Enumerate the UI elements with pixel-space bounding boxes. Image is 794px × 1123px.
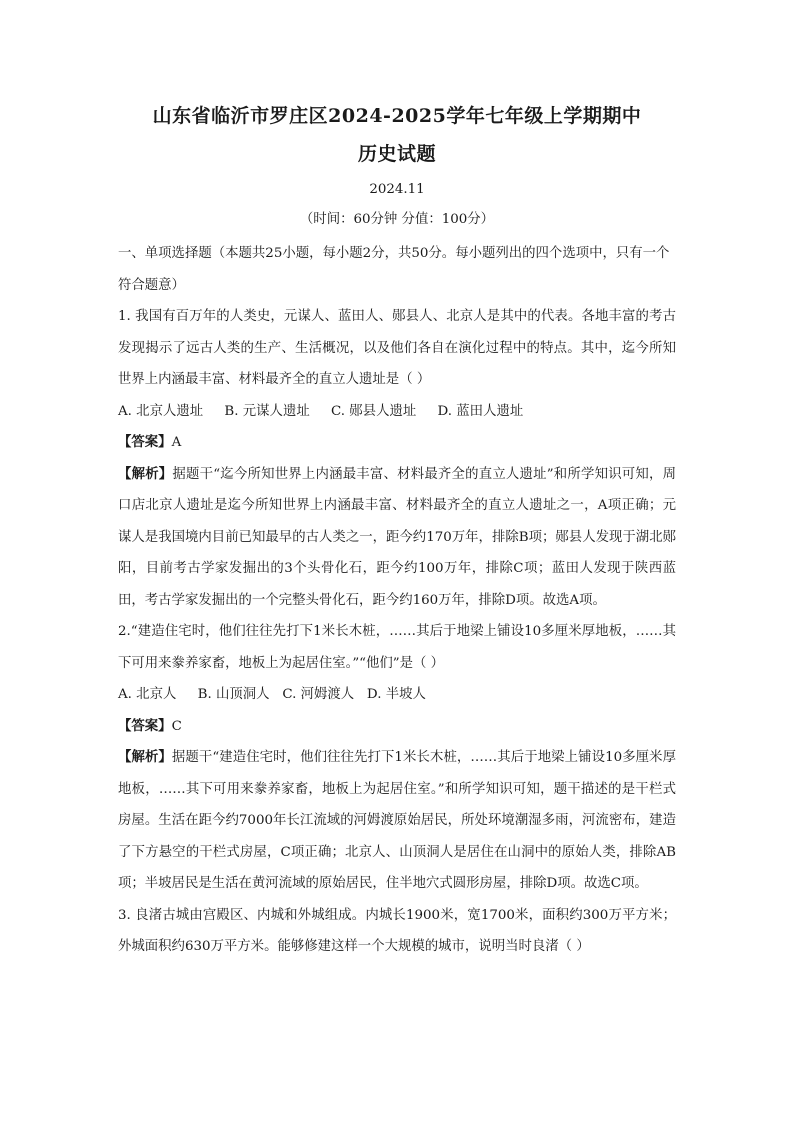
question-stem: 3. 良渚古城由宫殿区、内城和外城组成。内城长1900米，宽1700米，面积约300万平方米；外城面积约630万平方米。能够修建这样一个大规模的城市，说明当时良渚（ ）: [118, 907, 676, 954]
question-2: [118, 616, 676, 900]
question-options: A. 北京人遗址 B. 元谋人遗址 C. 郧县人遗址 D. 蓝田人遗址: [118, 403, 524, 419]
section-intro-text: 一、单项选择题（本题共25小题，每小题2分，共50分。每小题列出的四个选项中，只有一个符合题意）: [118, 246, 670, 293]
analysis-paragraph: [118, 742, 676, 900]
analysis-text: 据题干“建造住宅时，他们往往先打下1米长木桩，……其后于地梁上铺设10多厘米厚地板，……其下可用来豢养家畜，地板上为起居住室。”和所学知识可知，题干描述的是干栏式房屋。生活在距今约7000年长江流域的河姆渡原始居民，所处环境潮湿多雨，河流密布，建造了下方悬空的干栏式房屋，C项正确；北京人、山顶洞人是居住在山洞中的原始人类，排除AB项；半坡居民是生活在黄河流域的原始居民，住半地穴式圆形房屋，排除D项。故选C项。: [118, 750, 677, 891]
answer-value: C: [171, 718, 182, 734]
question-1: [118, 301, 676, 616]
section-intro: [118, 238, 676, 301]
exam-date: 2024.11: [369, 182, 425, 197]
question-stem: 2.“建造住宅时，他们往往先打下1米长木桩，……其后于地梁上铺设10多厘米厚地板，……其下可用来豢养家畜，地板上为起居住室。”“他们”是（ ）: [118, 624, 676, 671]
document-title: 山东省临沂市罗庄区2024-2025学年七年级上学期期中: [152, 105, 642, 127]
question-options: A. 北京人 B. 山顶洞人 C. 河姆渡人 D. 半坡人: [118, 687, 426, 702]
answer-line: [118, 711, 676, 743]
exam-meta: （时间：60分钟 分值：100分）: [299, 212, 495, 227]
question-stem: 1. 我国有百万年的人类史，元谋人、蓝田人、郧县人、北京人是其中的代表。各地丰富的考古发现揭示了远古人类的生产、生活概况，以及他们各自在演化过程中的特点。其中，迄今所知世界上内涵最丰富、材料最齐全的直立人遗址是（ ）: [118, 309, 676, 387]
answer-value: A: [171, 435, 182, 450]
analysis-paragraph: [118, 459, 676, 617]
answer-label: 【答案】: [118, 717, 172, 734]
document-subtitle: 历史试题: [357, 143, 436, 165]
answer-line: [118, 427, 676, 459]
analysis-label: 【解析】: [118, 749, 172, 765]
analysis-text: 据题干“迄今所知世界上内涵最丰富、材料最齐全的直立人遗址”和所学知识可知，周口店北京人遗址是迄今所知世界上内涵最丰富、材料最齐全的直立人遗址之一，A项正确；元谋人是我国境内目前已知最早的古人类之一，距今约170万年，排除B项；郧县人发现于湖北郧阳，目前考古学家发掘出的3个头骨化石，距今约100万年，排除C项；蓝田人发现于陕西蓝田，考古学家发掘出的一个完整头骨化石，距今约160万年，排除D项。故选A项。: [118, 466, 676, 608]
question-3: [118, 900, 676, 963]
answer-label: 【答案】: [118, 434, 172, 450]
analysis-label: 【解析】: [118, 465, 173, 482]
